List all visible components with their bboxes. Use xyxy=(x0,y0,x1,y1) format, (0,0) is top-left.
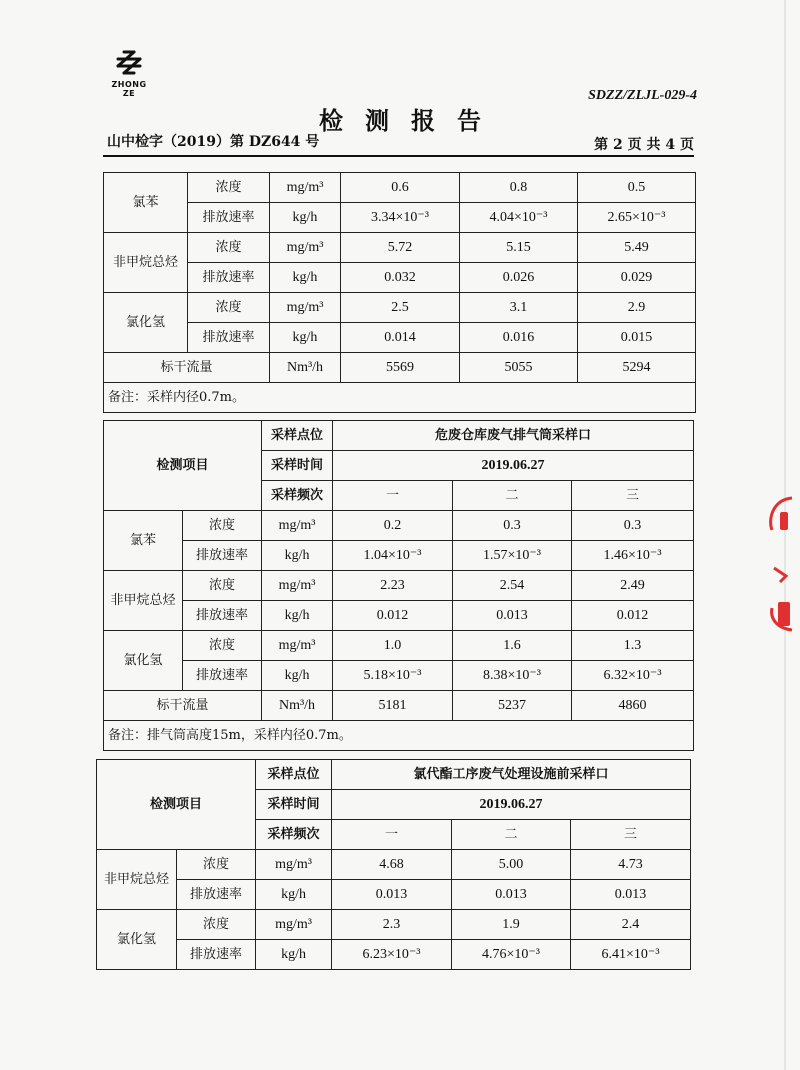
item-name: 非甲烷总烃 xyxy=(104,571,183,631)
value: 1.46×10⁻³ xyxy=(572,541,694,571)
table-row xyxy=(97,940,691,970)
sample-date: 2019.06.27 xyxy=(332,790,691,820)
param-name: 浓度 xyxy=(188,293,270,323)
value: 4860 xyxy=(572,691,694,721)
value: 0.3 xyxy=(453,511,572,541)
table-row xyxy=(104,511,694,541)
unit: kg/h xyxy=(256,880,332,910)
param-name: 浓度 xyxy=(188,173,270,203)
table-row xyxy=(97,850,691,880)
results-table-1 xyxy=(103,172,696,413)
param-name: 排放速率 xyxy=(188,203,270,233)
value: 0.016 xyxy=(460,323,578,353)
param-name: 排放速率 xyxy=(177,880,256,910)
unit: Nm³/h xyxy=(270,353,341,383)
note: 备注：采样内径0.7m。 xyxy=(104,383,696,413)
item-name: 氯苯 xyxy=(104,511,183,571)
freq-2: 二 xyxy=(453,481,572,511)
value: 1.9 xyxy=(452,910,571,940)
value: 1.04×10⁻³ xyxy=(333,541,453,571)
value: 0.2 xyxy=(333,511,453,541)
item-name: 氯苯 xyxy=(104,173,188,233)
table-row xyxy=(104,233,696,263)
value: 4.73 xyxy=(571,850,691,880)
page-number: 第 2 页 共 4 页 xyxy=(594,137,694,153)
value: 2.54 xyxy=(453,571,572,601)
unit: kg/h xyxy=(270,323,341,353)
value: 5.49 xyxy=(578,233,696,263)
item-name: 氯化氢 xyxy=(104,293,188,353)
value: 4.68 xyxy=(332,850,452,880)
table-row xyxy=(104,203,696,233)
param-name: 浓度 xyxy=(177,910,256,940)
value: 2.4 xyxy=(571,910,691,940)
freq-1: 一 xyxy=(332,820,452,850)
table-row xyxy=(104,571,694,601)
value: 5181 xyxy=(333,691,453,721)
value: 4.04×10⁻³ xyxy=(460,203,578,233)
site-value: 氯代酯工序废气处理设施前采样口 xyxy=(332,760,691,790)
unit: kg/h xyxy=(262,541,333,571)
unit: mg/m³ xyxy=(270,173,341,203)
param-name: 浓度 xyxy=(183,631,262,661)
unit: kg/h xyxy=(262,601,333,631)
table-row xyxy=(104,661,694,691)
value: 0.026 xyxy=(460,263,578,293)
unit: kg/h xyxy=(270,203,341,233)
value: 0.014 xyxy=(341,323,460,353)
flow-label: 标干流量 xyxy=(104,691,262,721)
freq-3: 三 xyxy=(572,481,694,511)
company-logo xyxy=(104,48,154,98)
table-row xyxy=(104,421,694,451)
freq-3: 三 xyxy=(571,820,691,850)
value: 2.3 xyxy=(332,910,452,940)
sample-date: 2019.06.27 xyxy=(333,451,694,481)
value: 0.3 xyxy=(572,511,694,541)
document-code: SDZZ/ZLJL-029-4 xyxy=(588,88,697,103)
value: 0.032 xyxy=(341,263,460,293)
unit: kg/h xyxy=(270,263,341,293)
flow-row xyxy=(104,353,696,383)
seal-stamp-icon xyxy=(762,490,800,640)
unit: mg/m³ xyxy=(262,511,333,541)
item-name: 氯化氢 xyxy=(97,910,177,970)
unit: mg/m³ xyxy=(262,631,333,661)
value: 2.5 xyxy=(341,293,460,323)
value: 0.013 xyxy=(332,880,452,910)
value: 1.57×10⁻³ xyxy=(453,541,572,571)
value: 0.5 xyxy=(578,173,696,203)
flow-row xyxy=(104,691,694,721)
value: 0.015 xyxy=(578,323,696,353)
item-name: 氯化氢 xyxy=(104,631,183,691)
site-label: 采样点位 xyxy=(256,760,332,790)
results-table-3 xyxy=(96,759,691,970)
table-row xyxy=(104,631,694,661)
value: 0.029 xyxy=(578,263,696,293)
value: 8.38×10⁻³ xyxy=(453,661,572,691)
value: 1.6 xyxy=(453,631,572,661)
unit: kg/h xyxy=(262,661,333,691)
param-name: 排放速率 xyxy=(177,940,256,970)
unit: mg/m³ xyxy=(256,910,332,940)
page-title: 检测报告 xyxy=(319,106,503,135)
value: 2.65×10⁻³ xyxy=(578,203,696,233)
value: 0.012 xyxy=(572,601,694,631)
results-table-2 xyxy=(103,420,694,751)
item-header: 检测项目 xyxy=(104,421,262,511)
logo-text: ZHONG ZE xyxy=(111,80,147,98)
param-name: 排放速率 xyxy=(188,263,270,293)
flow-label: 标干流量 xyxy=(104,353,270,383)
value: 5569 xyxy=(341,353,460,383)
time-label: 采样时间 xyxy=(262,451,333,481)
value: 1.3 xyxy=(572,631,694,661)
value: 6.32×10⁻³ xyxy=(572,661,694,691)
value: 0.013 xyxy=(571,880,691,910)
item-name: 非甲烷总烃 xyxy=(97,850,177,910)
freq-label: 采样频次 xyxy=(262,481,333,511)
time-label: 采样时间 xyxy=(256,790,332,820)
table-row xyxy=(97,910,691,940)
freq-1: 一 xyxy=(333,481,453,511)
value: 0.013 xyxy=(452,880,571,910)
document-number: 山中检字（2019）第 DZ644 号 xyxy=(107,134,320,150)
value: 5294 xyxy=(578,353,696,383)
value: 5.72 xyxy=(341,233,460,263)
table-row xyxy=(97,880,691,910)
value: 3.34×10⁻³ xyxy=(341,203,460,233)
value: 5055 xyxy=(460,353,578,383)
unit: kg/h xyxy=(256,940,332,970)
value: 1.0 xyxy=(333,631,453,661)
unit: mg/m³ xyxy=(256,850,332,880)
value: 6.23×10⁻³ xyxy=(332,940,452,970)
site-label: 采样点位 xyxy=(262,421,333,451)
header-rule xyxy=(103,155,694,157)
table-row xyxy=(104,173,696,203)
value: 5.00 xyxy=(452,850,571,880)
param-name: 排放速率 xyxy=(183,601,262,631)
table-row xyxy=(104,263,696,293)
note-row xyxy=(104,721,694,751)
value: 4.76×10⁻³ xyxy=(452,940,571,970)
value: 5.15 xyxy=(460,233,578,263)
value: 2.23 xyxy=(333,571,453,601)
param-name: 浓度 xyxy=(183,511,262,541)
param-name: 浓度 xyxy=(177,850,256,880)
value: 0.8 xyxy=(460,173,578,203)
value: 0.6 xyxy=(341,173,460,203)
value: 5.18×10⁻³ xyxy=(333,661,453,691)
value: 0.013 xyxy=(453,601,572,631)
table-row xyxy=(104,293,696,323)
table-row xyxy=(104,323,696,353)
freq-label: 采样频次 xyxy=(256,820,332,850)
value: 6.41×10⁻³ xyxy=(571,940,691,970)
param-name: 排放速率 xyxy=(183,661,262,691)
item-header: 检测项目 xyxy=(97,760,256,850)
zhongze-logo-icon xyxy=(112,48,146,78)
value: 2.49 xyxy=(572,571,694,601)
note: 备注：排气筒高度15m，采样内径0.7m。 xyxy=(104,721,694,751)
unit: Nm³/h xyxy=(262,691,333,721)
value: 5237 xyxy=(453,691,572,721)
note-row xyxy=(104,383,696,413)
site-value: 危废仓库废气排气筒采样口 xyxy=(333,421,694,451)
table-row xyxy=(97,760,691,790)
unit: mg/m³ xyxy=(262,571,333,601)
param-name: 排放速率 xyxy=(188,323,270,353)
unit: mg/m³ xyxy=(270,233,341,263)
param-name: 浓度 xyxy=(183,571,262,601)
param-name: 浓度 xyxy=(188,233,270,263)
table-row xyxy=(104,601,694,631)
freq-2: 二 xyxy=(452,820,571,850)
item-name: 非甲烷总烃 xyxy=(104,233,188,293)
unit: mg/m³ xyxy=(270,293,341,323)
table-row xyxy=(104,541,694,571)
value: 2.9 xyxy=(578,293,696,323)
value: 0.012 xyxy=(333,601,453,631)
param-name: 排放速率 xyxy=(183,541,262,571)
value: 3.1 xyxy=(460,293,578,323)
